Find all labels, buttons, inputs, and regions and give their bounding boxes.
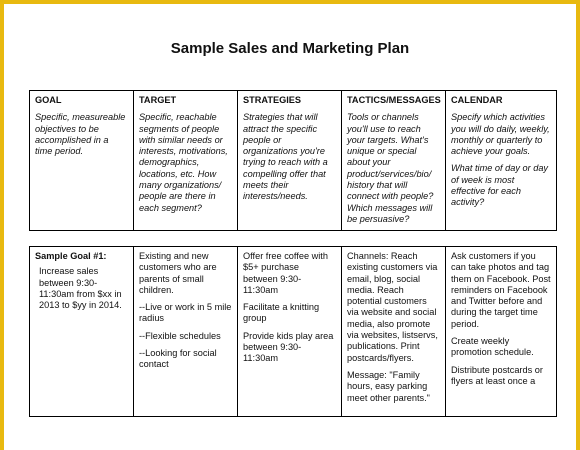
sample-target-intro: Existing and new customers who are parents of small children.: [139, 251, 217, 295]
sample-strategy-item: Facilitate a knitting group: [243, 302, 320, 324]
sample-calendar-item: Create weekly promotion schedule.: [451, 336, 534, 358]
goal-description: Specific, measureable objectives to be accomplished in a time period.: [35, 112, 126, 157]
sample-target-item: --Flexible schedules: [139, 330, 221, 341]
sample-calendar-cell: [446, 247, 557, 417]
tactics-header: TACTICS/MESSAGES: [347, 95, 441, 105]
sample-tactics-message: Message: "Family hours, easy parking meet other parents.": [347, 369, 430, 403]
calendar-description-2: What time of day or day of week is most effective for each activity?: [451, 163, 549, 208]
sample-strategies-cell: [238, 247, 342, 417]
sample-calendar-item: Distribute postcards or flyers at least once a: [451, 364, 543, 386]
target-cell: [134, 91, 238, 231]
calendar-header: CALENDAR: [451, 95, 503, 105]
sample-target-item: --Live or work in 5 mile radius: [139, 302, 232, 324]
sample-target-cell: [134, 247, 238, 417]
document-page: [6, 4, 574, 450]
plan-header-table: [29, 90, 557, 231]
target-description: Specific, reachable segments of people with similar needs or interests, motivations, demographics, locations, etc. How many organizations/ people are there in each segment?: [139, 112, 228, 213]
goal-cell: [30, 91, 134, 231]
sample-goal-text: Increase sales between 9:30-11:30am from $xx in 2013 to $yy in 2014.: [39, 266, 122, 311]
sample-target-item: --Looking for social contact: [139, 348, 217, 370]
calendar-cell: [446, 91, 557, 231]
sample-tactics-cell: [342, 247, 446, 417]
sample-calendar-item: Ask customers if you can take photos and tag them on Facebook. Post reminders on Facebook and Twitter before and during the target time period.: [451, 251, 551, 329]
strategies-cell: [238, 91, 342, 231]
tactics-description: Tools or channels you'll use to reach your targets. What's unique or special about your product/services/bio/ history that will connect with people? Which messages will be persuasive?: [347, 112, 434, 224]
sample-goal-table: [29, 246, 557, 417]
calendar-description: Specify which activities you will do daily, weekly, monthly or quarterly to achieve your goals.: [451, 112, 550, 157]
sample-strategy-item: Offer free coffee with $5+ purchase between 9:30-11:30am: [243, 251, 328, 295]
strategies-description: Strategies that will attract the specific people or organizations you're trying to reach with a compelling offer that meets their interests/needs.: [243, 112, 328, 202]
tactics-cell: [342, 91, 446, 231]
sample-strategy-item: Provide kids play area between 9:30-11:30am: [243, 330, 334, 364]
sample-goal-cell: [30, 247, 134, 417]
page-title: Sample Sales and Marketing Plan: [170, 40, 410, 57]
sample-goal-label: Sample Goal #1:: [35, 251, 107, 261]
sample-tactics-channels: Channels: Reach existing customers via email, blog, social media. Reach potential customers via website and social media, also promote via websites, listservs, publications. Print postcards/flyers.: [347, 251, 438, 363]
strategies-header: STRATEGIES: [243, 95, 302, 105]
goal-header: GOAL: [35, 95, 62, 105]
target-header: TARGET: [139, 95, 177, 105]
